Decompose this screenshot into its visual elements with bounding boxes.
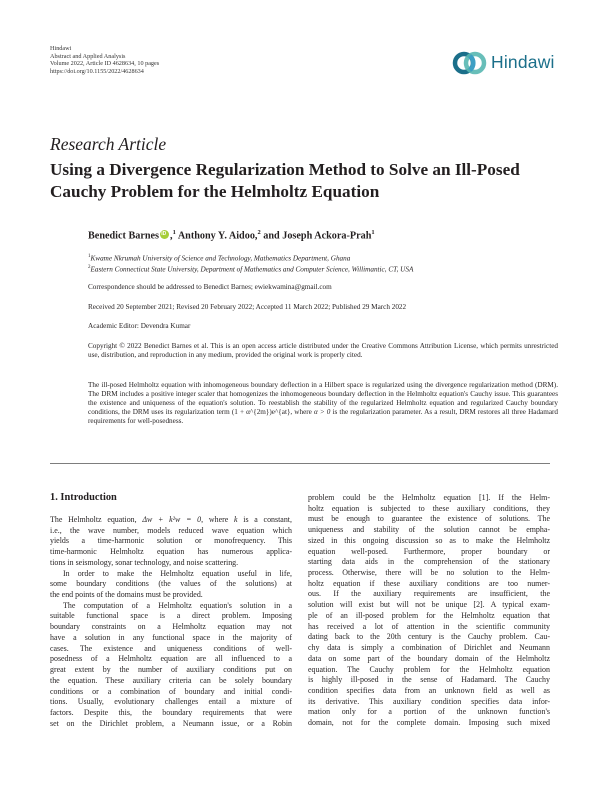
text-line: tions. Usually, evolutionary challenges entail a mixture of xyxy=(50,697,292,707)
variable: k xyxy=(234,515,238,524)
section-divider xyxy=(50,463,550,464)
author-name[interactable]: Benedict Barnes xyxy=(88,230,160,242)
text-line: ple of an ill-posed problem for the Helmholtz equation that xyxy=(308,610,550,620)
text-line: its derivative. This auxiliary condition specifies data infor- xyxy=(308,696,550,706)
abstract-text: The ill-posed Helmholtz equation with inhomogeneous boundary deflection in a Hilbert space is regularized using the divergence regularization method (DRM). The DRM includes a positive integer scaler that homogenizes the inhomogeneous boundary deflection in the Helmholtz equation's Cauchy issue. This guarantees the existence and uniqueness of the equation's solution. To reestablish the stability of the regularized Helmholtz equation and regularized Cauchy boundary conditions, the DRM uses its regularization term xyxy=(88,381,558,416)
text-line: great extent by the number of auxiliary conditions put on xyxy=(50,665,292,675)
hindawi-logo[interactable] xyxy=(451,48,561,78)
parameter-condition: α > 0 xyxy=(313,408,331,416)
affiliation-text: Eastern Connecticut State University, Department of Mathematics and Computer Science, Willimantic, CT, USA xyxy=(90,265,414,274)
text-fragment: The Helmholtz equation, xyxy=(50,515,143,524)
text-line: holtz equation is subjected to these auxiliary conditions, they xyxy=(308,503,550,513)
right-column xyxy=(308,493,550,729)
text-line: uniqueness and stability of the solution cannot be empha- xyxy=(308,525,550,535)
article-type: Research Article xyxy=(50,134,167,154)
text-line: suitable functional space is a direct problem. Imposing xyxy=(50,611,292,621)
text-line: condition specifies data from an unknown field as well as xyxy=(308,685,550,695)
text-line: i.e., the wave number, models reduced wave equation which xyxy=(50,525,292,535)
text-line: data on some part of the boundary domain of the Helmholtz xyxy=(308,653,550,663)
academic-editor: Academic Editor: Devendra Kumar xyxy=(88,322,191,330)
journal-info xyxy=(50,45,159,75)
text-line: must be enough to guarantee the existence of solutions. The xyxy=(308,514,550,524)
inline-equation: Δw + k²w = 0 xyxy=(142,515,202,524)
text-line: domain, not for the complete domain. Imposing such mixed xyxy=(308,718,550,728)
left-column xyxy=(50,515,292,729)
text-line: starting data aids in the comprehension of the stationary xyxy=(308,557,550,567)
text-line: holtz equation if these auxiliary conditions are too numer- xyxy=(308,578,550,588)
text-line: is highly ill-posed in the sense of Hadamard. The Cauchy xyxy=(308,675,550,685)
text-line: the equation. These auxiliary criteria can be solely boundary xyxy=(50,675,292,685)
volume-line: Volume 2022, Article ID 4628634, 10 pages xyxy=(50,60,160,68)
text-line: tions in seismology, sonar technology, and noise scattering. xyxy=(50,557,239,567)
text-line xyxy=(50,515,292,526)
text-line: process. Otherwise, there will be no solution to the Helm- xyxy=(308,568,550,578)
text-line: time-harmonic Helmholtz equation has numerous applica- xyxy=(50,547,292,557)
affiliation-text: Kwame Nkrumah University of Science and Technology, Mathematics Department, Ghana xyxy=(90,254,351,263)
text-line: has received a lot of attention in the scientific community xyxy=(308,621,550,631)
text-line: equation. The Cauchy problem for the Helmholtz equation xyxy=(308,664,550,674)
text-line: ous. If the auxiliary requirements are insufficient, the xyxy=(308,589,550,599)
abstract-text: , where xyxy=(290,408,314,416)
text-line: equation well-posed. Furthermore, proper boundary or xyxy=(308,546,550,556)
section-title: Introduction xyxy=(60,492,117,503)
text-line: chy data is simply a combination of Dirichlet and Neumann xyxy=(308,643,550,653)
text-fragment: is a constant, xyxy=(237,515,292,524)
author-affiliation-mark: 1 xyxy=(371,229,375,236)
orcid-icon[interactable] xyxy=(160,230,169,239)
affiliation-number: 1 xyxy=(88,254,91,259)
logo-text: Hindawi xyxy=(491,52,555,72)
text-line: some boundary conditions (the values of the solutions) at xyxy=(50,579,292,589)
text-line: set on the Dirichlet problem, a Neumann issue, or a Robin xyxy=(50,718,292,728)
section-heading xyxy=(50,492,117,503)
text-line: dating back to the 20th century is the Cauchy problem. Cau- xyxy=(308,632,550,642)
text-line: mation only for a portion of the unknown function's xyxy=(308,707,550,717)
author-name[interactable]: Anthony Y. Aidoo, xyxy=(177,230,258,242)
text-line: factors. Despite this, the boundary requirements that were xyxy=(50,707,292,717)
journal-name: Abstract and Applied Analysis xyxy=(50,52,126,60)
affiliation-number: 2 xyxy=(88,265,91,270)
hindawi-rings-icon xyxy=(451,48,491,78)
regularization-term: (1 + α^{2m})e^{at} xyxy=(231,408,291,416)
affiliation xyxy=(88,252,558,263)
article-title: Using a Divergence Regularization Method to Solve an Ill-Posed Cauchy Problem for the Helmholtz Equation xyxy=(50,160,520,201)
text-line: solution will exist but will not be unique [2]. A typical exam- xyxy=(308,600,550,610)
text-line: problem could be the Helmholtz equation [1]. If the Helm- xyxy=(308,493,550,502)
doi-link[interactable]: https://doi.org/10.1155/2022/4628634 xyxy=(50,67,144,75)
affiliation xyxy=(88,263,558,274)
author-affiliation-mark: 1 xyxy=(172,229,176,236)
text-line: cases. The existence and uniqueness conditions of well- xyxy=(50,643,292,653)
text-line: yields a time-harmonic solution or monofrequency. This xyxy=(50,536,292,546)
abstract-text: is the regularization parameter. As a result, DRM restores all three Hadamard requirements for well-posedness. xyxy=(88,408,558,425)
text-line: sized in this ongoing discussion so as to make the Helmholtz xyxy=(308,535,550,545)
publication-history: Received 20 September 2021; Revised 20 February 2022; Accepted 11 March 2022; Published 29 March 2022 xyxy=(88,303,407,311)
text-line: have a solution in any functional space in the majority of xyxy=(50,632,292,642)
author-list: Benedict BarnesiD ,$^1$ Anthony Y. Aidoo,$^2$ and Joseph Ackora-Prah$^1$ xyxy=(88,229,375,241)
text-line: boundary constraints on a Helmholtz equation may not xyxy=(50,622,292,632)
text-line: conditions or a combination of boundary and initial condi- xyxy=(50,686,292,696)
text-line: In order to make the Helmholtz equation useful in life, xyxy=(63,568,292,578)
author-affiliation-mark: 2 xyxy=(257,229,261,236)
text-line: posedness of a Helmholtz equation are all influenced to a xyxy=(50,654,292,664)
text-line: The computation of a Helmholtz equation's solution in a xyxy=(63,600,292,610)
abstract xyxy=(88,381,558,426)
publisher-name: Hindawi xyxy=(50,45,72,52)
text-line: the end points of the domains must be provided. xyxy=(50,590,203,600)
author-name[interactable]: and Joseph Ackora-Prah xyxy=(263,230,372,242)
correspondence: Correspondence should be addressed to Benedict Barnes; ewiekwamina@gmail.com xyxy=(88,283,332,291)
copyright-notice: Copyright © 2022 Benedict Barnes et al. This is an open access article distributed under the Creative Commons Attribution License, which permits unrestricted use, distribution, and reproduction in any medium, provided the original work is properly cited. xyxy=(88,342,558,359)
text-fragment: , where xyxy=(201,515,234,524)
section-number: 1. xyxy=(50,492,58,503)
